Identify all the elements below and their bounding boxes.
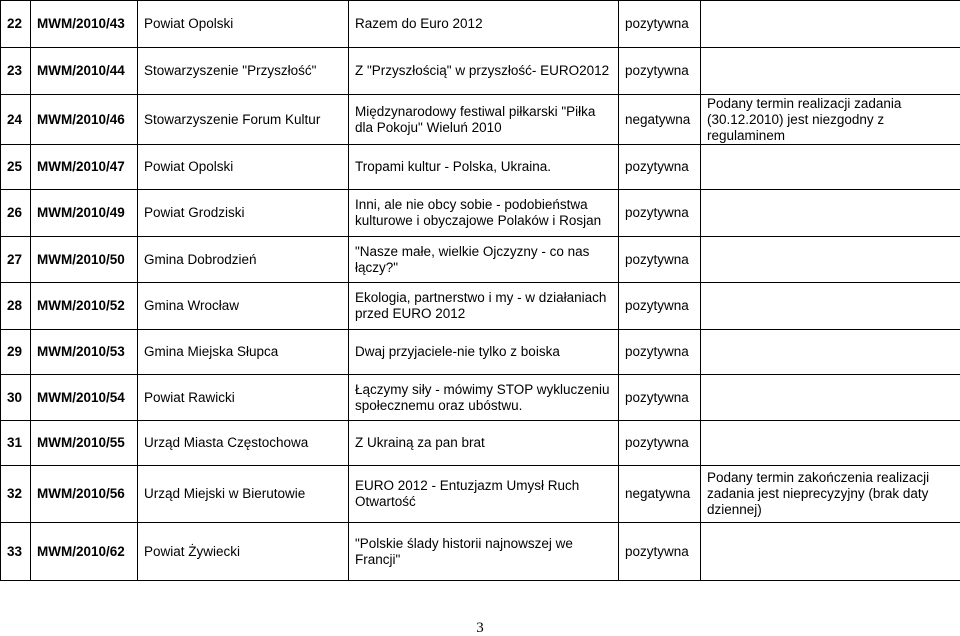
applicant-name: Gmina Dobrodzień — [138, 237, 349, 283]
decision: pozytywna — [619, 145, 701, 190]
remark — [701, 375, 960, 421]
decision: pozytywna — [619, 330, 701, 375]
project-title: Z "Przyszłością" w przyszłość- EURO2012 — [349, 48, 619, 95]
row-number: 31 — [1, 421, 31, 466]
table-row — [1, 237, 960, 283]
remark — [701, 145, 960, 190]
applicant-name: Urząd Miasta Częstochowa — [138, 421, 349, 466]
decision: pozytywna — [619, 48, 701, 95]
application-code: MWM/2010/47 — [31, 145, 138, 190]
decision: negatywna — [619, 466, 701, 523]
project-title: "Polskie ślady historii najnowszej we Francji" — [349, 523, 619, 581]
table-row — [1, 145, 960, 190]
decision: pozytywna — [619, 375, 701, 421]
application-code: MWM/2010/54 — [31, 375, 138, 421]
application-code: MWM/2010/52 — [31, 283, 138, 330]
table-row — [1, 330, 960, 375]
remark — [701, 330, 960, 375]
remark — [701, 421, 960, 466]
applicant-name: Stowarzyszenie Forum Kultur — [138, 95, 349, 145]
row-number: 23 — [1, 48, 31, 95]
applicant-name: Urząd Miejski w Bierutowie — [138, 466, 349, 523]
application-code: MWM/2010/44 — [31, 48, 138, 95]
row-number: 24 — [1, 95, 31, 145]
applicant-name: Powiat Opolski — [138, 1, 349, 48]
table-row — [1, 1, 960, 48]
application-code: MWM/2010/46 — [31, 95, 138, 145]
project-title: Tropami kultur - Polska, Ukraina. — [349, 145, 619, 190]
decision: negatywna — [619, 95, 701, 145]
table-row — [1, 95, 960, 145]
remark — [701, 523, 960, 581]
remark — [701, 48, 960, 95]
decision: pozytywna — [619, 421, 701, 466]
project-title: EURO 2012 - Entuzjazm Umysł Ruch Otwartość — [349, 466, 619, 523]
project-title: Ekologia, partnerstwo i my - w działaniach przed EURO 2012 — [349, 283, 619, 330]
project-title: Z Ukrainą za pan brat — [349, 421, 619, 466]
applicant-name: Powiat Opolski — [138, 145, 349, 190]
project-title: Międzynarodowy festiwal piłkarski "Piłka dla Pokoju" Wieluń 2010 — [349, 95, 619, 145]
decision: pozytywna — [619, 523, 701, 581]
row-number: 33 — [1, 523, 31, 581]
table-row — [1, 190, 960, 237]
table-row — [1, 48, 960, 95]
applicant-name: Powiat Rawicki — [138, 375, 349, 421]
application-code: MWM/2010/49 — [31, 190, 138, 237]
remark: Podany termin realizacji zadania (30.12.2010) jest niezgodny z regulaminem — [701, 95, 960, 145]
row-number: 29 — [1, 330, 31, 375]
row-number: 32 — [1, 466, 31, 523]
project-title: Razem do Euro 2012 — [349, 1, 619, 48]
application-code: MWM/2010/56 — [31, 466, 138, 523]
row-number: 26 — [1, 190, 31, 237]
row-number: 22 — [1, 1, 31, 48]
applicant-name: Stowarzyszenie "Przyszłość" — [138, 48, 349, 95]
remark — [701, 190, 960, 237]
remark — [701, 237, 960, 283]
decision: pozytywna — [619, 283, 701, 330]
decision: pozytywna — [619, 190, 701, 237]
decision: pozytywna — [619, 237, 701, 283]
table-row — [1, 375, 960, 421]
table-row — [1, 421, 960, 466]
table-row — [1, 523, 960, 581]
application-code: MWM/2010/43 — [31, 1, 138, 48]
decision: pozytywna — [619, 1, 701, 48]
remark — [701, 1, 960, 48]
application-code: MWM/2010/55 — [31, 421, 138, 466]
table-row — [1, 283, 960, 330]
applicant-name: Powiat Grodziski — [138, 190, 349, 237]
row-number: 25 — [1, 145, 31, 190]
application-code: MWM/2010/53 — [31, 330, 138, 375]
project-title: Inni, ale nie obcy sobie - podobieństwa kulturowe i obyczajowe Polaków i Rosjan — [349, 190, 619, 237]
applicant-name: Powiat Żywiecki — [138, 523, 349, 581]
page-number: 3 — [476, 620, 484, 636]
row-number: 30 — [1, 375, 31, 421]
row-number: 28 — [1, 283, 31, 330]
remark: Podany termin zakończenia realizacji zadania jest nieprecyzyjny (brak daty dziennej) — [701, 466, 960, 523]
project-title: Dwaj przyjaciele-nie tylko z boiska — [349, 330, 619, 375]
application-code: MWM/2010/50 — [31, 237, 138, 283]
applicant-name: Gmina Wrocław — [138, 283, 349, 330]
project-title: Łączymy siły - mówimy STOP wykluczeniu społecznemu oraz ubóstwu. — [349, 375, 619, 421]
application-code: MWM/2010/62 — [31, 523, 138, 581]
project-title: "Nasze małe, wielkie Ojczyzny - co nas łączy?" — [349, 237, 619, 283]
row-number: 27 — [1, 237, 31, 283]
applicant-name: Gmina Miejska Słupca — [138, 330, 349, 375]
remark — [701, 283, 960, 330]
table-row — [1, 466, 960, 523]
